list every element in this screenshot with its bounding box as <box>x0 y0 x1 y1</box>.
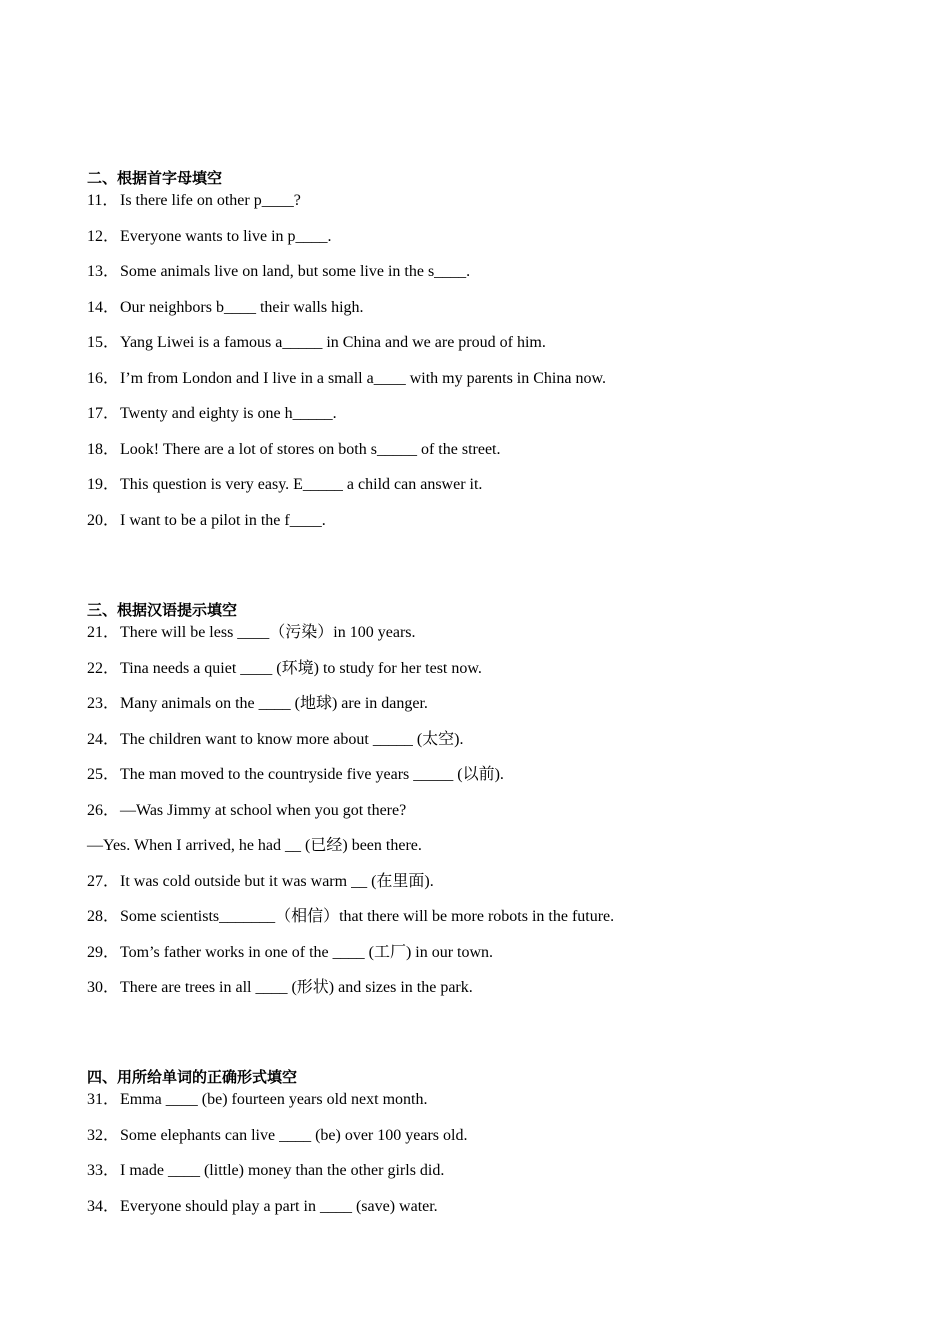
question-item <box>87 191 887 211</box>
question-number: 17． <box>87 405 120 422</box>
section-chinese-hint-fill <box>87 601 887 1014</box>
question-text: Many animals on the ____ (地球) are in danger. <box>120 695 428 712</box>
question-item <box>87 227 887 247</box>
question-number: 14． <box>87 298 120 316</box>
question-text: It was cold outside but it was warm __ (在里面). <box>120 872 434 890</box>
question-item <box>87 659 887 679</box>
question-item <box>87 872 887 892</box>
question-item <box>87 978 887 998</box>
section-title: 四、用所给单词的正确形式填空 <box>87 1068 298 1086</box>
question-number: 20． <box>87 511 120 529</box>
question-text: There will be less ____（污染）in 100 years. <box>120 624 416 641</box>
question-number: 24． <box>87 730 120 748</box>
question-item <box>87 511 887 531</box>
question-text: Tom’s father works in one of the ____ (工厂) in our town. <box>120 943 494 961</box>
question-item <box>87 1126 887 1146</box>
question-item <box>87 801 887 821</box>
question-item <box>87 694 887 714</box>
question-text: Everyone should play a part in ____ (save) water. <box>120 1197 438 1215</box>
question-text: Look! There are a lot of stores on both s_____ of the street. <box>120 440 501 458</box>
question-text: I made ____ (little) money than the other girls did. <box>120 1162 445 1179</box>
question-text: The man moved to the countryside five years _____ (以前). <box>120 766 504 783</box>
question-number: 34． <box>87 1197 120 1215</box>
question-text: Tina needs a quiet ____ (环境) to study for her test now. <box>120 659 482 677</box>
question-number: 18． <box>87 440 120 458</box>
question-text: Yang Liwei is a famous a_____ in China and we are proud of him. <box>120 334 546 351</box>
question-text: Emma ____ (be) fourteen years old next month. <box>120 1091 428 1108</box>
question-text: Some elephants can live ____ (be) over 100 years old. <box>120 1126 468 1144</box>
question-number: 12． <box>87 227 120 245</box>
question-text: —Was Jimmy at school when you got there? <box>120 801 407 819</box>
question-text: —Yes. When I arrived, he had __ (已经) been there. <box>87 837 422 854</box>
section-initial-letter-fill <box>87 169 887 546</box>
question-number: 25． <box>87 766 120 783</box>
question-number: 31． <box>87 1091 120 1108</box>
question-text: This question is very easy. E_____ a child can answer it. <box>120 476 483 493</box>
question-text: Some animals live on land, but some live in the s____. <box>120 263 471 280</box>
question-item <box>87 1197 887 1217</box>
question-item <box>87 333 887 353</box>
question-item <box>87 262 887 282</box>
question-number: 22． <box>87 659 120 677</box>
question-number: 13． <box>87 263 120 280</box>
question-item <box>87 404 887 424</box>
question-number: 29． <box>87 943 120 961</box>
question-number: 11． <box>87 192 119 209</box>
question-number: 23． <box>87 695 120 712</box>
section-word-form-fill <box>87 1068 887 1232</box>
question-text: The children want to know more about _____ (太空). <box>120 730 464 748</box>
question-number: 27． <box>87 872 120 890</box>
question-number: 16． <box>87 369 120 387</box>
question-number: 28． <box>87 908 120 925</box>
question-text: Twenty and eighty is one h_____. <box>120 405 337 422</box>
question-text: Is there life on other p____? <box>120 192 301 209</box>
question-item <box>87 730 887 750</box>
question-text: There are trees in all ____ (形状) and sizes in the park. <box>120 979 473 996</box>
question-item <box>87 440 887 460</box>
question-text: Everyone wants to live in p____. <box>120 227 332 245</box>
question-item <box>87 943 887 963</box>
section-title: 二、根据首字母填空 <box>87 169 223 187</box>
question-continuation <box>87 836 887 856</box>
question-number: 15． <box>87 334 120 351</box>
question-number: 21． <box>87 624 120 641</box>
question-text: I want to be a pilot in the f____. <box>120 511 326 529</box>
question-number: 30． <box>87 979 120 996</box>
question-number: 19． <box>87 476 120 493</box>
question-number: 26． <box>87 801 120 819</box>
question-item <box>87 1161 887 1181</box>
question-number: 33． <box>87 1162 120 1179</box>
question-text: I’m from London and I live in a small a____ with my parents in China now. <box>120 369 606 387</box>
question-text: Some scientists_______（相信）that there will be more robots in the future. <box>120 908 615 925</box>
question-item <box>87 298 887 318</box>
question-item <box>87 623 887 643</box>
question-item <box>87 907 887 927</box>
question-item <box>87 1090 887 1110</box>
section-title: 三、根据汉语提示填空 <box>87 601 238 619</box>
question-item <box>87 765 887 785</box>
question-item <box>87 369 887 389</box>
question-number: 32． <box>87 1126 120 1144</box>
question-text: Our neighbors b____ their walls high. <box>120 298 364 316</box>
question-item <box>87 475 887 495</box>
